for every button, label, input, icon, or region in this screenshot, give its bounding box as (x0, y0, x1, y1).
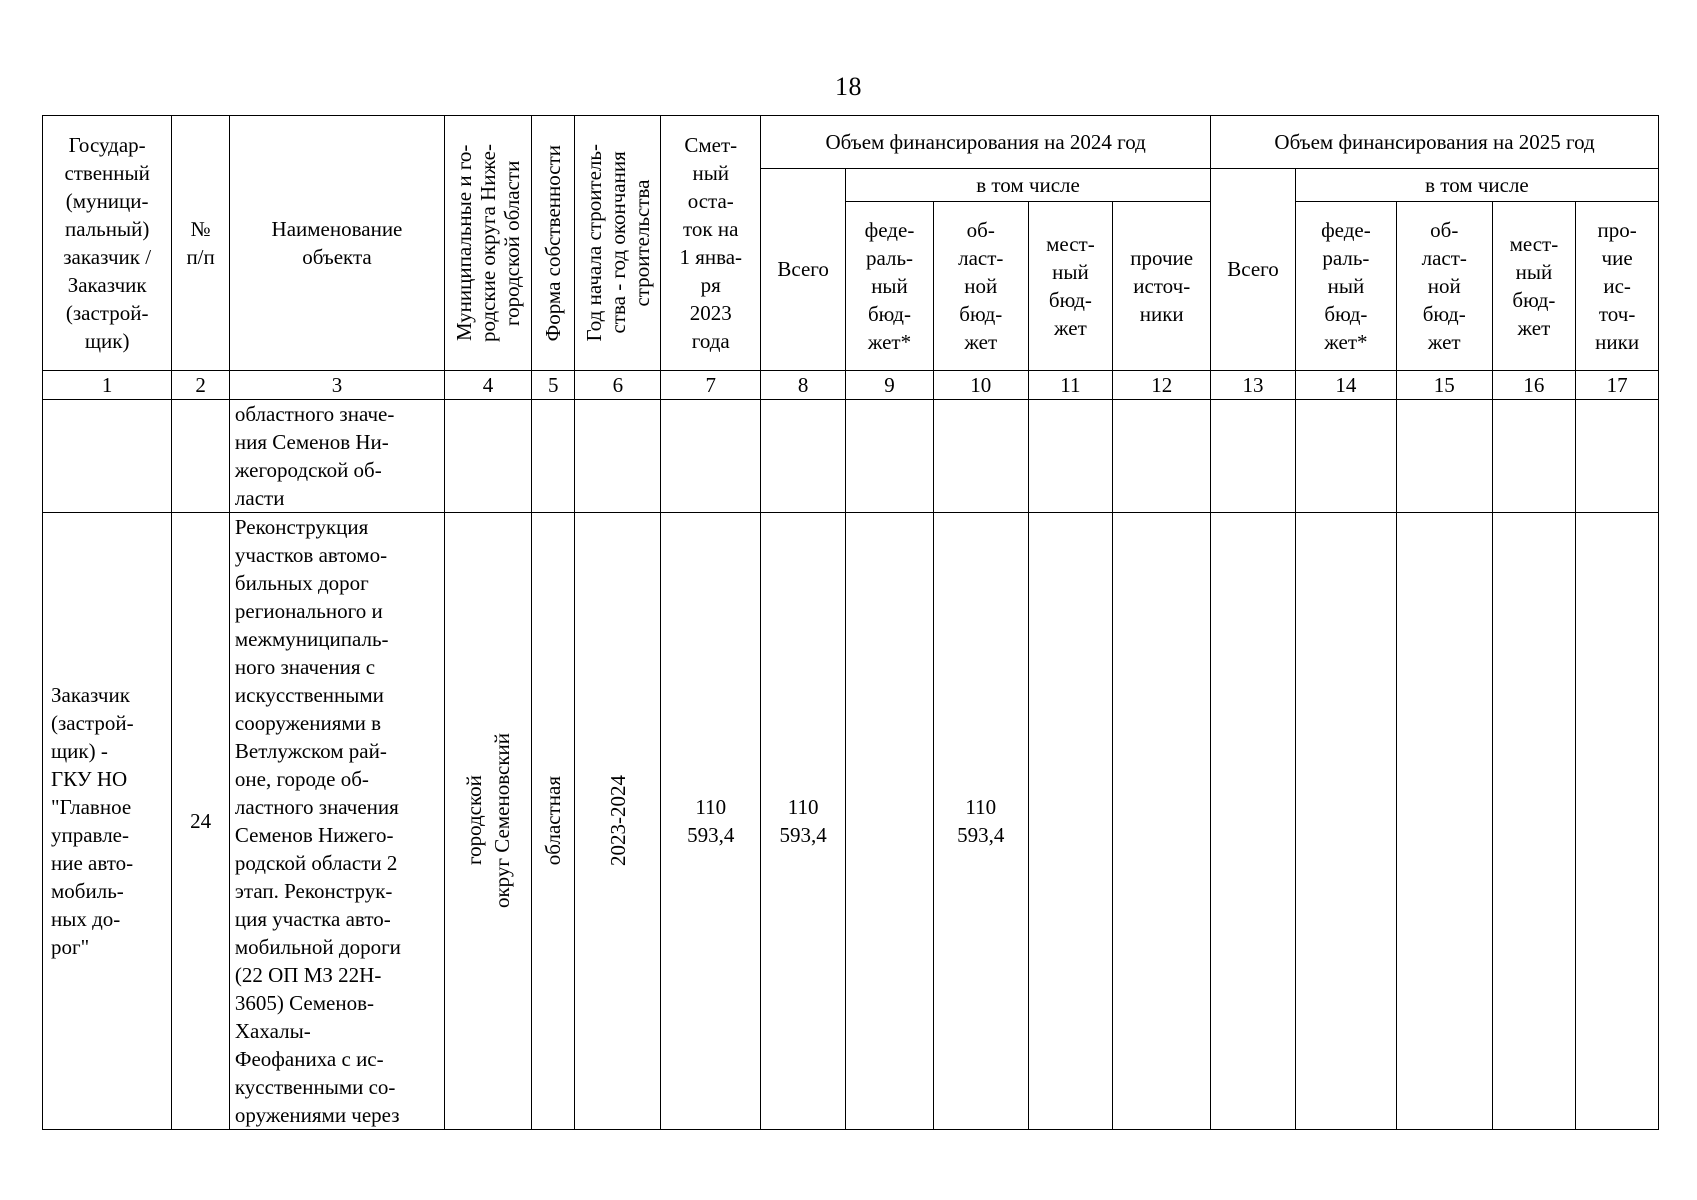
cell-object-name-continuation: областного значе- ния Семенов Ни- жегородской об- ласти (229, 399, 444, 512)
cell-empty (575, 399, 661, 512)
header-other-2024: прочие источ- ники (1113, 201, 1211, 370)
cell-empty (531, 399, 574, 512)
column-number: 15 (1396, 370, 1492, 399)
header-number: № п/п (172, 116, 230, 371)
cell-empty (934, 399, 1029, 512)
page-number: 18 (835, 72, 862, 101)
column-number: 8 (761, 370, 846, 399)
cell-regional-2025 (1396, 512, 1492, 1129)
cell-empty (1113, 399, 1211, 512)
header-local-2024: мест- ный бюд- жет (1028, 201, 1113, 370)
cell-customer: Заказчик (застрой- щик) - ГКУ НО "Главное управле- ние авто- мобиль- ных до- рог" (43, 512, 172, 1129)
column-number: 2 (172, 370, 230, 399)
cell-ownership-text: областная (541, 776, 566, 866)
header-years-text: Год начала строитель- ства - год окончания строительства (581, 144, 654, 342)
header-ownership-text: Форма собственности (541, 144, 566, 342)
header-including-2024: в том числе (845, 169, 1210, 202)
cell-federal-2025 (1295, 512, 1396, 1129)
funding-table (42, 115, 1659, 1130)
header-years (575, 116, 661, 371)
column-number: 12 (1113, 370, 1211, 399)
cell-balance: 110 593,4 (661, 512, 761, 1129)
table-row (43, 512, 1659, 1129)
cell-empty (1211, 399, 1296, 512)
cell-municipality-text: городской округ Семеновский (462, 733, 514, 909)
header-local-2025: мест- ный бюд- жет (1492, 201, 1576, 370)
header-total-2025: Всего (1211, 169, 1296, 371)
column-number: 17 (1576, 370, 1659, 399)
cell-empty (661, 399, 761, 512)
column-number: 3 (229, 370, 444, 399)
header-object-name: Наименование объекта (229, 116, 444, 371)
column-number: 1 (43, 370, 172, 399)
column-number: 14 (1295, 370, 1396, 399)
cell-federal-2024 (845, 512, 933, 1129)
cell-other-2024 (1113, 512, 1211, 1129)
cell-number: 24 (172, 512, 230, 1129)
cell-empty (761, 399, 846, 512)
cell-years-text: 2023-2024 (605, 775, 630, 867)
header-customer: Государ- ственный (муници- пальный) заказчик / Заказчик (застрой- щик) (43, 116, 172, 371)
cell-empty (172, 399, 230, 512)
cell-empty (1576, 399, 1659, 512)
cell-years (575, 512, 661, 1129)
cell-municipality (445, 512, 532, 1129)
header-regional-2024: об- ласт- ной бюд- жет (934, 201, 1029, 370)
cell-empty (43, 399, 172, 512)
column-numbers-row (43, 370, 1659, 399)
column-number: 4 (445, 370, 532, 399)
header-row-top (43, 116, 1659, 169)
header-balance: Смет- ный оста- ток на 1 янва- ря 2023 года (661, 116, 761, 371)
header-funding-2025: Объем финансирования на 2025 год (1211, 116, 1659, 169)
cell-empty (1396, 399, 1492, 512)
column-number: 7 (661, 370, 761, 399)
header-federal-2025: феде- раль- ный бюд- жет* (1295, 201, 1396, 370)
cell-local-2025 (1492, 512, 1576, 1129)
cell-empty (1028, 399, 1113, 512)
header-federal-2024: феде- раль- ный бюд- жет* (845, 201, 933, 370)
cell-empty (1295, 399, 1396, 512)
cell-object-name: Реконструкция участков автомо- бильных дорог регионального и межмуниципаль- ного значения с искусственными сооружениями в Ветлужском рай- оне, городе об- ластного значения Семенов Нижего- родской области 2 этап. Реконструк- ция участка авто- мобильной дороги (22 ОП МЗ 22Н- 3605) Семенов- Хахалы- Феофаниха с ис- кусственными со- оружениями через (229, 512, 444, 1129)
cell-empty (445, 399, 532, 512)
cell-ownership (531, 512, 574, 1129)
header-municipality (445, 116, 532, 371)
header-including-2025: в том числе (1295, 169, 1658, 202)
column-number: 5 (531, 370, 574, 399)
cell-total-2024: 110 593,4 (761, 512, 846, 1129)
header-municipality-text: Муниципальные и го- родские округа Ниже- городской области (452, 144, 524, 342)
column-number: 16 (1492, 370, 1576, 399)
column-number: 10 (934, 370, 1029, 399)
cell-total-2025 (1211, 512, 1296, 1129)
header-funding-2024: Объем финансирования на 2024 год (761, 116, 1211, 169)
cell-other-2025 (1576, 512, 1659, 1129)
cell-empty (845, 399, 933, 512)
cell-local-2024 (1028, 512, 1113, 1129)
header-total-2024: Всего (761, 169, 846, 371)
header-other-2025: про- чие ис- точ- ники (1576, 201, 1659, 370)
header-ownership (531, 116, 574, 371)
cell-regional-2024: 110 593,4 (934, 512, 1029, 1129)
column-number: 11 (1028, 370, 1113, 399)
column-number: 13 (1211, 370, 1296, 399)
cell-empty (1492, 399, 1576, 512)
header-regional-2025: об- ласт- ной бюд- жет (1396, 201, 1492, 370)
column-number: 6 (575, 370, 661, 399)
column-number: 9 (845, 370, 933, 399)
table-row-continuation (43, 399, 1659, 512)
